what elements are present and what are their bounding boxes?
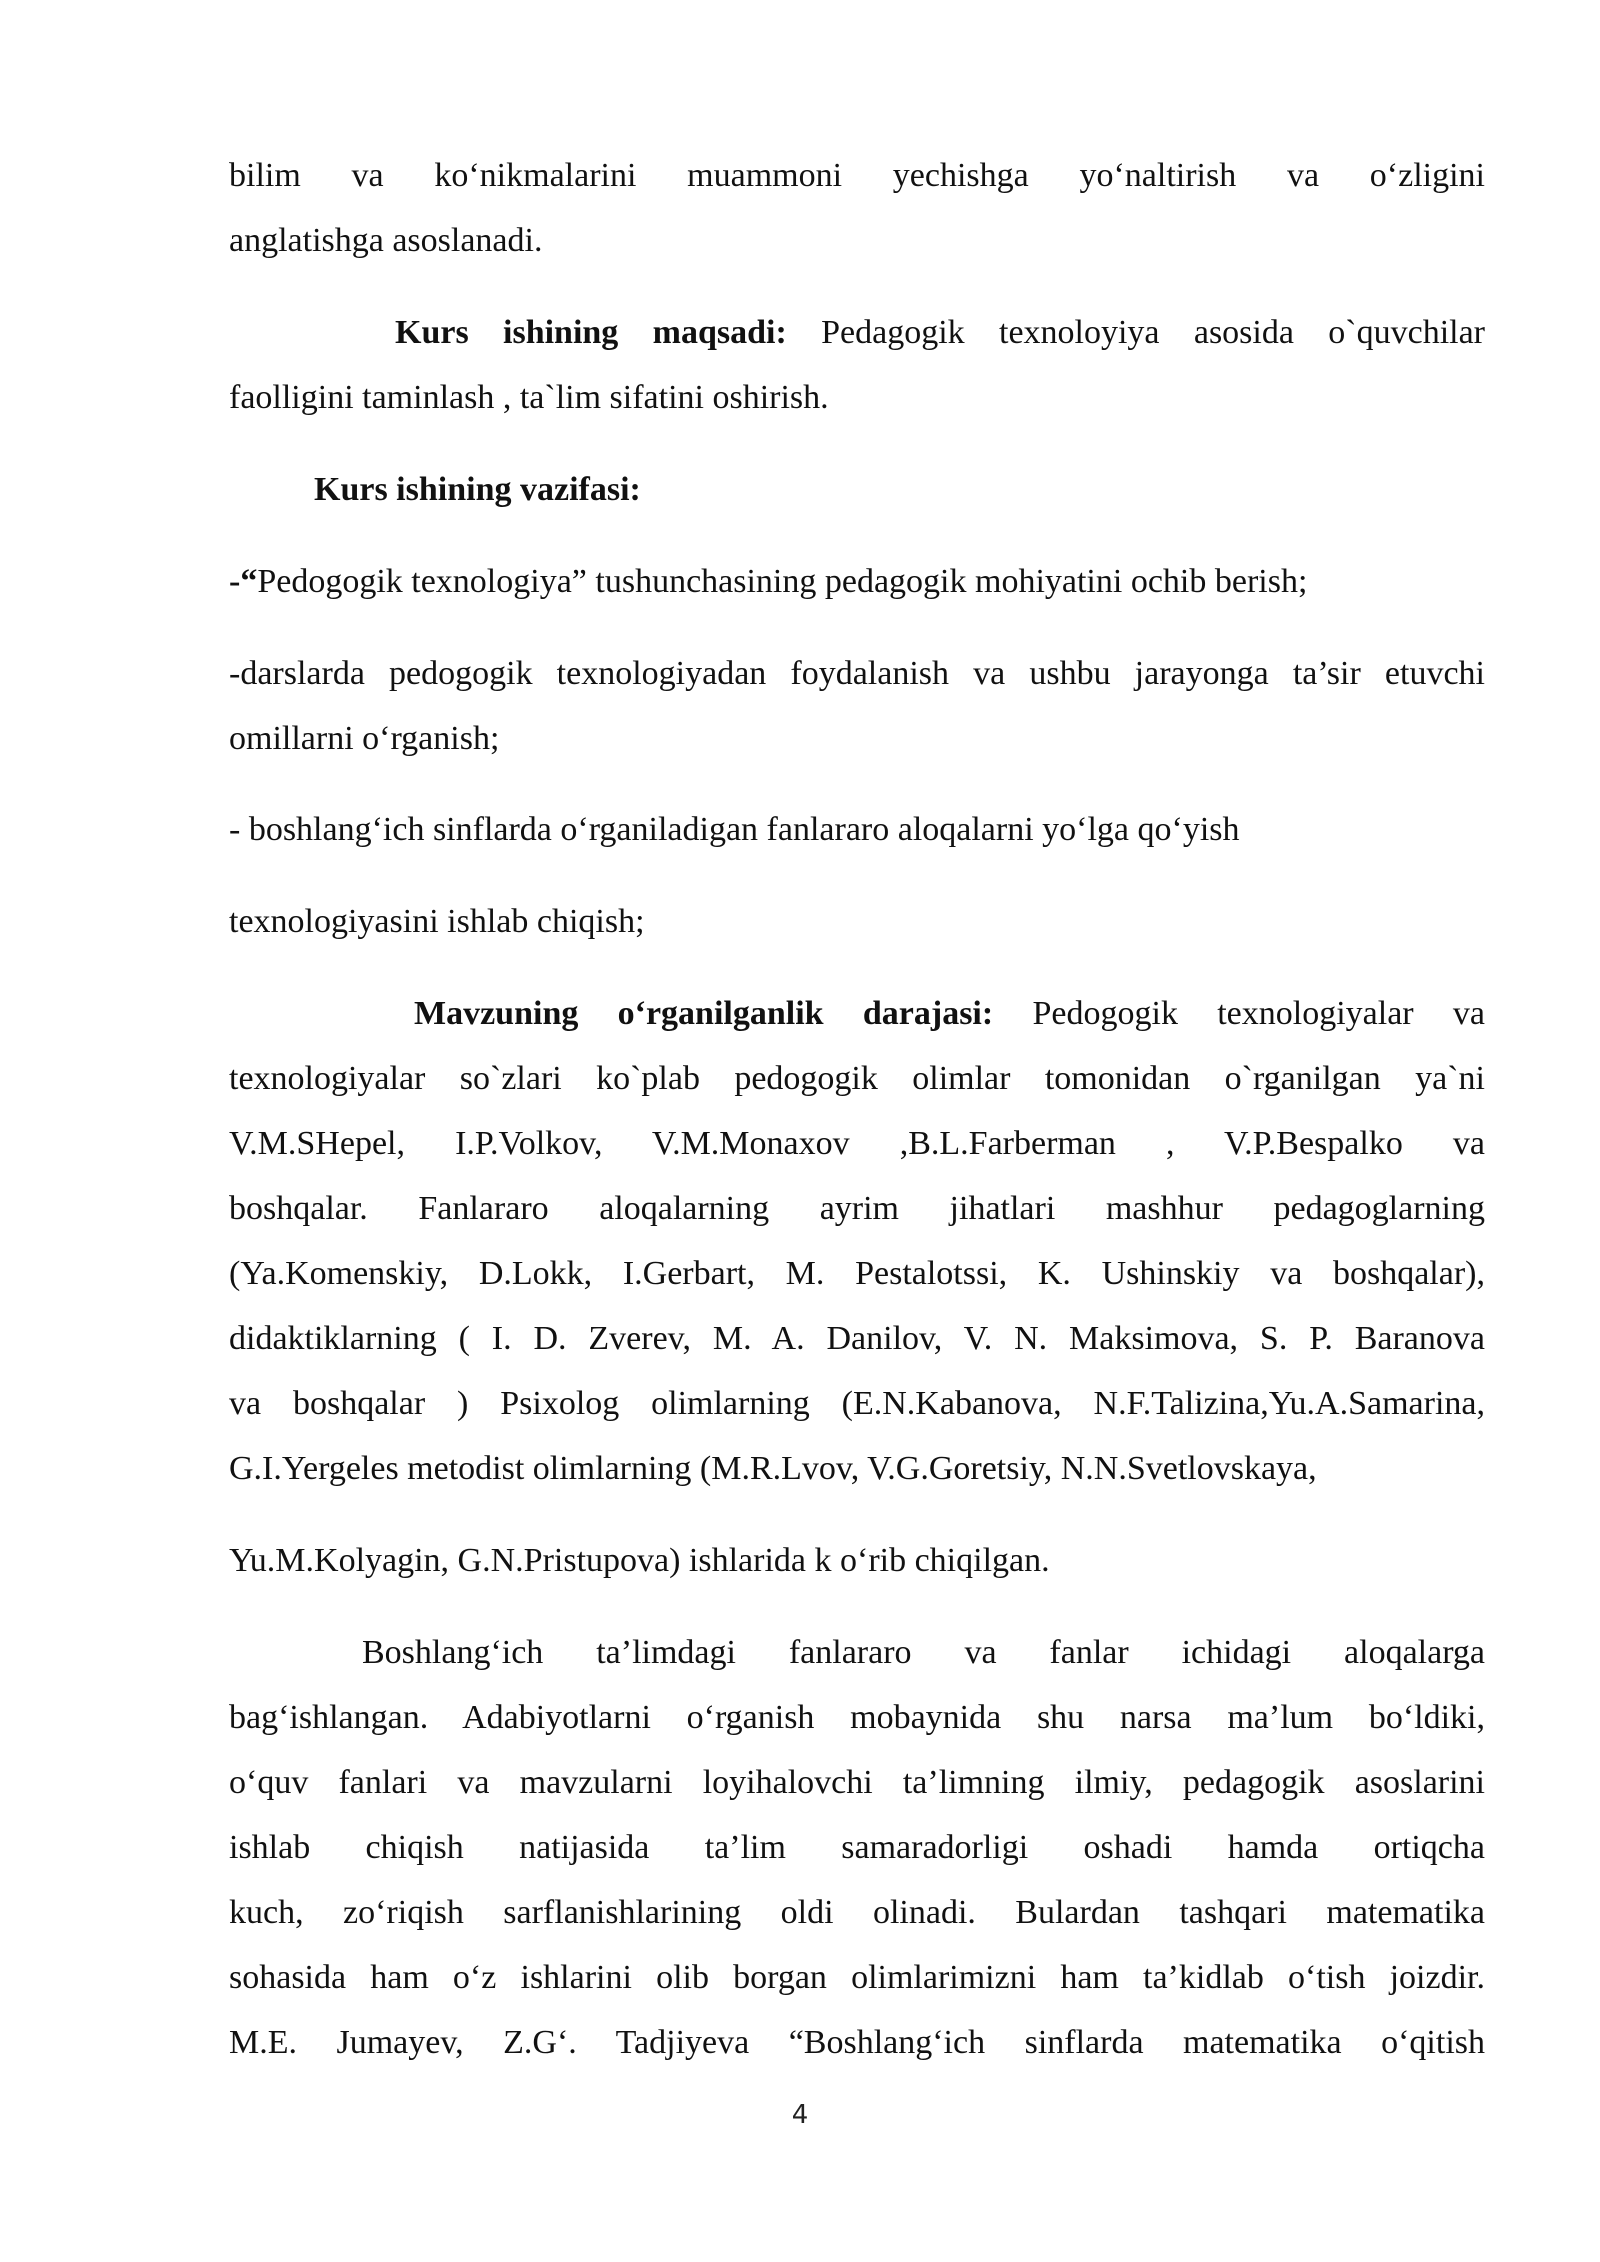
paragraph-goal xyxy=(229,300,1485,430)
text-line: M.E. Jumayev, Z.G‘. Tadjiyeva “Boshlang‘ich sinflarda matematika o‘qitish xyxy=(229,2024,1485,2061)
text-line: - boshlang‘ich sinflarda o‘rganiladigan fanlararo aloqalarni yo‘lga qo‘yish xyxy=(229,811,1240,848)
text-line: va boshqalar ) Psixolog olimlarning (E.N.Kabanova, N.F.Talizina,Yu.A.Samarina, xyxy=(229,1385,1485,1422)
text-line: Mavzuning o‘rganilganlik darajasi: Pedogogik texnologiyalar va xyxy=(414,995,1485,1032)
text-line: ishlab chiqish natijasida ta’lim samaradorligi oshadi hamda ortiqcha xyxy=(229,1829,1485,1866)
text-line: didaktiklarning ( I. D. Zverev, M. A. Danilov, V. N. Maksimova, S. P. Baranova xyxy=(229,1320,1485,1357)
list-item xyxy=(229,641,1485,771)
list-item: -“Pedogogik texnologiya” tushunchasining pedagogik mohiyatini ochib berish; xyxy=(229,563,1308,600)
paragraph-tasks-heading xyxy=(229,457,1485,522)
page-number: 4 xyxy=(791,2100,809,2130)
text-line: Yu.M.Kolyagin, G.N.Pristupova) ishlarida k o‘rib chiqilgan. xyxy=(229,1542,1050,1579)
goal-heading: Kurs ishining maqsadi: xyxy=(395,314,787,351)
text-line: Boshlang‘ich ta’limdagi fanlararo va fanlar ichidagi aloqalarga xyxy=(362,1634,1485,1671)
list-item-continuation xyxy=(229,889,1485,954)
text-line: boshqalar. Fanlararo aloqalarning ayrim jihatlari mashhur pedagoglarning xyxy=(229,1190,1485,1227)
tasks-heading: Kurs ishining vazifasi: xyxy=(314,471,641,508)
paragraph-research-level xyxy=(229,981,1485,1501)
paragraph-intro xyxy=(229,143,1485,273)
goal-text: Pedagogik texnoloyiya asosida o`quvchilar xyxy=(786,314,1485,351)
text-line: G.I.Yergeles metodist olimlarning (M.R.Lvov, V.G.Goretsiy, N.N.Svetlovskaya, xyxy=(229,1450,1317,1487)
text-line: anglatishga asoslanadi. xyxy=(229,222,543,259)
text-line: kuch, zo‘riqish sarflanishlarining oldi olinadi. Bulardan tashqari matematika xyxy=(229,1894,1485,1931)
text-line: V.M.SHepel, I.P.Volkov, V.M.Monaxov ,B.L.Farberman , V.P.Bespalko va xyxy=(229,1125,1485,1162)
text-line: -darslarda pedogogik texnologiyadan foydalanish va ushbu jarayonga ta’sir etuvchi xyxy=(229,655,1485,692)
text-line: bag‘ishlangan. Adabiyotlarni o‘rganish mobaynida shu narsa ma’lum bo‘ldiki, xyxy=(229,1699,1485,1736)
text-line: o‘quv fanlari va mavzularni loyihalovchi ta’limning ilmiy, pedagogik asoslarini xyxy=(229,1764,1485,1801)
text-line: texnologiyalar so`zlari ko`plab pedogogik olimlar tomonidan o`rganilgan ya`ni xyxy=(229,1060,1485,1097)
text-line: omillarni o‘rganish; xyxy=(229,720,500,757)
list-item xyxy=(229,797,1485,862)
text-line: (Ya.Komenskiy, D.Lokk, I.Gerbart, M. Pestalotssi, K. Ushinskiy va boshqalar), xyxy=(229,1255,1485,1292)
text-line: sohasida ham o‘z ishlarini olib borgan olimlarimizni ham ta’kidlab o‘tish joizdir. xyxy=(229,1959,1485,1996)
text-line: texnologiyasini ishlab chiqish; xyxy=(229,903,645,940)
research-heading: Mavzuning o‘rganilganlik darajasi: xyxy=(414,995,994,1032)
text-line: faolligini taminlash , ta`lim sifatini oshirish. xyxy=(229,379,829,416)
text-line: bilim va ko‘nikmalarini muammoni yechishga yo‘naltirish va o‘zligini xyxy=(229,157,1485,194)
paragraph-primary-education xyxy=(229,1620,1485,2075)
paragraph-research-end xyxy=(229,1528,1485,1593)
text-line xyxy=(229,300,1485,365)
tasks-list xyxy=(229,549,1485,614)
